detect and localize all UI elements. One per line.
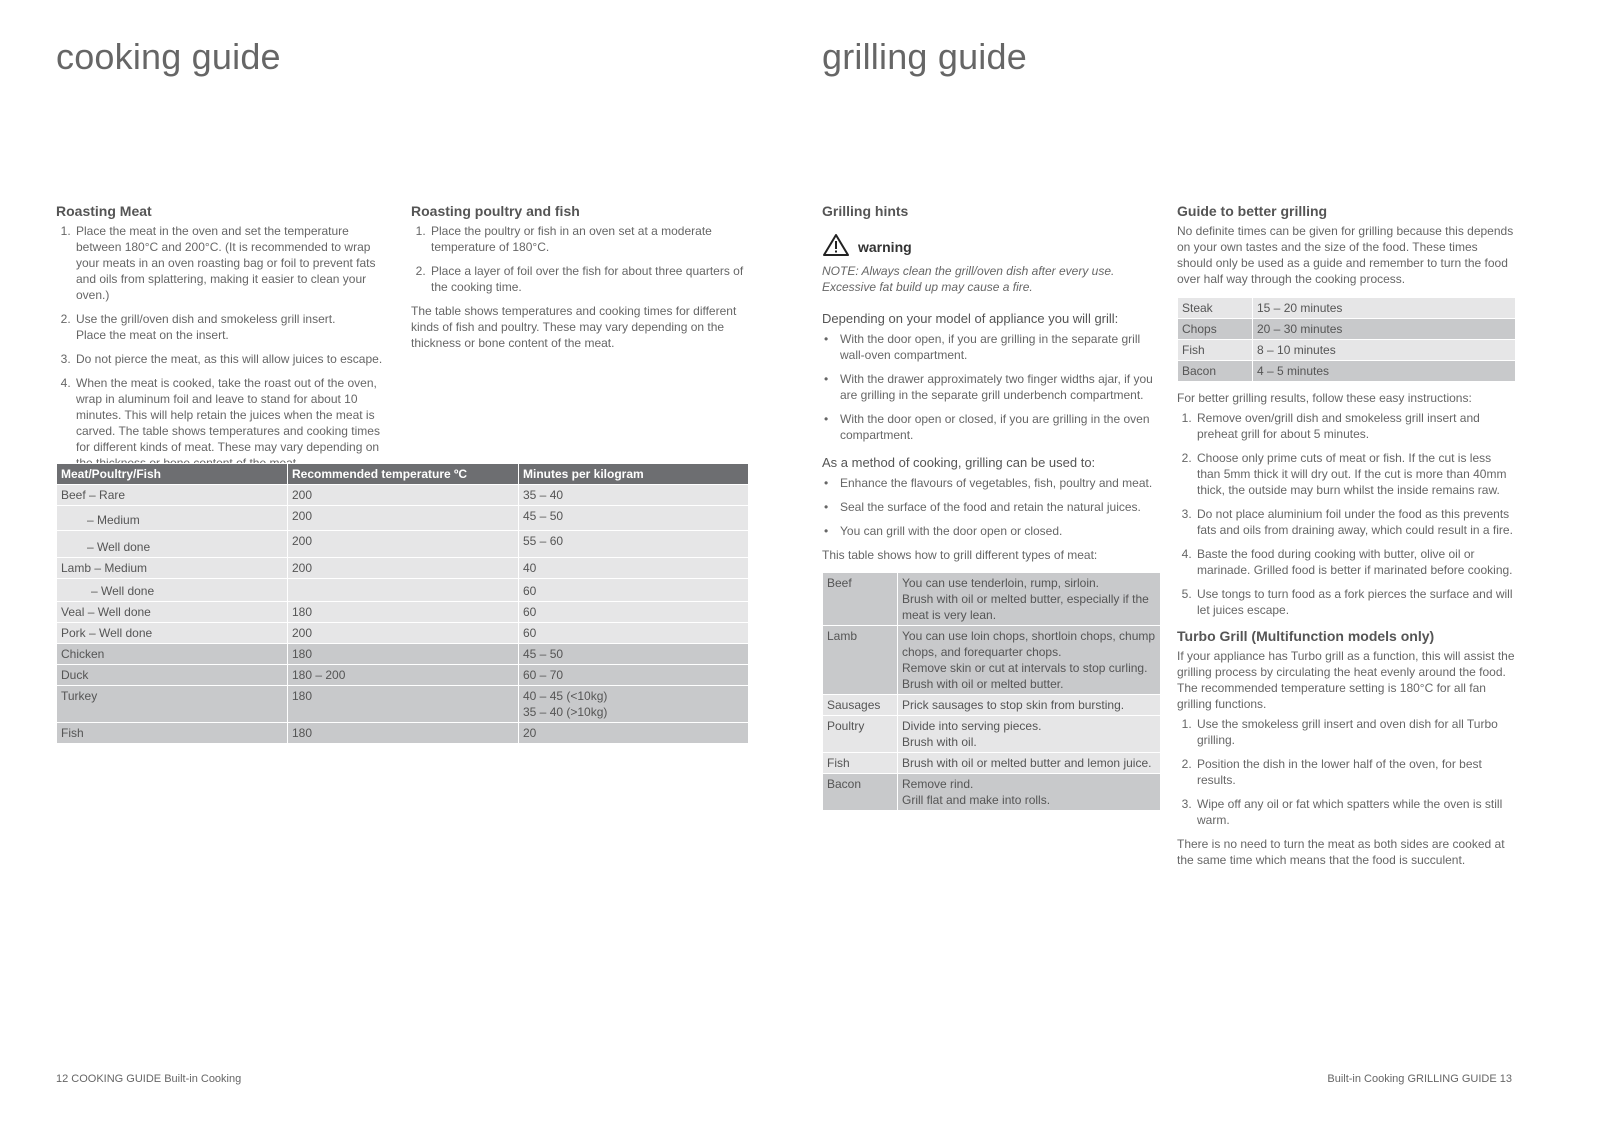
- table-row: [57, 579, 749, 602]
- list-item: 3. Do not pierce the meat, as this will allow juices to escape.: [74, 351, 396, 367]
- warning-row: [822, 233, 1160, 261]
- table-cell: – Medium: [57, 506, 288, 531]
- grilling-hints-section: [822, 203, 1160, 811]
- cooking-guide-title: cooking guide: [56, 36, 281, 77]
- table-row: [823, 695, 1161, 716]
- table-cell: Fish: [57, 723, 288, 744]
- table-cell: 15 – 20 minutes: [1253, 298, 1516, 319]
- table-cell: 8 – 10 minutes: [1253, 340, 1516, 361]
- table-cell: 60: [519, 579, 749, 602]
- table-row: [1178, 361, 1516, 382]
- table-cell: Lamb – Medium: [57, 558, 288, 579]
- table-row: [823, 753, 1161, 774]
- warning-label: warning: [858, 239, 912, 255]
- table-cell: 35 – 40: [519, 485, 749, 506]
- instructions-list: [1177, 410, 1515, 618]
- table-cell: 40 – 45 (<10kg) 35 – 40 (>10kg): [519, 686, 749, 723]
- table-cell: 20: [519, 723, 749, 744]
- table-header: Meat/Poultry/Fish: [57, 464, 288, 485]
- table-row: [57, 506, 749, 531]
- table-cell: Pork – Well done: [57, 623, 288, 644]
- table-cell: Bacon: [823, 774, 898, 811]
- list-item: 2. Position the dish in the lower half of the oven, for best results.: [1195, 756, 1515, 788]
- table-cell: Steak: [1178, 298, 1253, 319]
- table-cell: Remove rind. Grill flat and make into rolls.: [898, 774, 1161, 811]
- table-row: [823, 716, 1161, 753]
- grill-times-table: [1177, 297, 1516, 382]
- roasting-meat-heading: Roasting Meat: [56, 203, 152, 219]
- table-row: [57, 686, 749, 723]
- table-row: [1178, 340, 1516, 361]
- list-item: 3. Do not place aluminium foil under the food as this prevents fats and oils from draining away, which could result in a fire.: [1195, 506, 1515, 538]
- table-cell: 45 – 50: [519, 644, 749, 665]
- table-cell: 4 – 5 minutes: [1253, 361, 1516, 382]
- table-header: Minutes per kilogram: [519, 464, 749, 485]
- better-grilling-intro: No definite times can be given for grilling because this depends on your own tastes and the size of the food. These times should only be used as a guide and remember to turn the food over half way through the cooking process.: [1177, 224, 1514, 286]
- better-grilling-section: [1177, 203, 1515, 868]
- list-item: 2. Use the grill/oven dish and smokeless grill insert. Place the meat on the insert.: [74, 311, 396, 343]
- table-cell: 20 – 30 minutes: [1253, 319, 1516, 340]
- table-row: [57, 644, 749, 665]
- list-item: • You can grill with the door open or closed.: [840, 523, 1160, 539]
- table-row: [823, 573, 1161, 626]
- list-item: 1. Place the poultry or fish in an oven set at a moderate temperature of 180°C.: [429, 223, 746, 255]
- table-cell: 60: [519, 623, 749, 644]
- table-row: [57, 623, 749, 644]
- grilling-hints-heading: Grilling hints: [822, 203, 909, 219]
- table-cell: 200: [288, 506, 519, 531]
- right-footer: Built-in Cooking GRILLING GUIDE 13: [1327, 1073, 1512, 1085]
- table-cell: 200: [288, 623, 519, 644]
- table-cell: Veal – Well done: [57, 602, 288, 623]
- table-cell: 60 – 70: [519, 665, 749, 686]
- table-cell: 180: [288, 723, 519, 744]
- table-row: [57, 723, 749, 744]
- instructions-intro: For better grilling results, follow these easy instructions:: [1177, 391, 1472, 405]
- table-cell: 180 – 200: [288, 665, 519, 686]
- table-row: [1178, 298, 1516, 319]
- table-cell: Fish: [1178, 340, 1253, 361]
- table-cell: 45 – 50: [519, 506, 749, 531]
- table-header: Recommended temperature ºC: [288, 464, 519, 485]
- roasting-meat-section: [56, 203, 396, 479]
- table-cell: Prick sausages to stop skin from bursting.: [898, 695, 1161, 716]
- left-footer: 12 COOKING GUIDE Built-in Cooking: [56, 1073, 242, 1085]
- table-cell: – Well done: [57, 531, 288, 558]
- method-list: [822, 475, 1160, 539]
- warning-note: NOTE: Always clean the grill/oven dish after every use. Excessive fat build up may cause a fire.: [822, 264, 1115, 294]
- roasting-poultry-section: [411, 203, 746, 351]
- list-item: 1. Remove oven/grill dish and smokeless grill insert and preheat grill for about 5 minutes.: [1195, 410, 1515, 442]
- table-cell: Chops: [1178, 319, 1253, 340]
- table-cell: Fish: [823, 753, 898, 774]
- table-cell: Duck: [57, 665, 288, 686]
- table-cell: Lamb: [823, 626, 898, 695]
- method-intro: As a method of cooking, grilling can be used to:: [822, 455, 1096, 470]
- grilling-guide-title: grilling guide: [822, 36, 1027, 77]
- turbo-grill-intro: If your appliance has Turbo grill as a function, this will assist the grilling process by circulating the heat evenly around the food. The recommended temperature setting is 180°C for all fan grilling functions.: [1177, 649, 1515, 711]
- table-row: [1178, 319, 1516, 340]
- table-cell: 60: [519, 602, 749, 623]
- list-item: 1. Use the smokeless grill insert and oven dish for all Turbo grilling.: [1195, 716, 1515, 748]
- turbo-grill-outro: There is no need to turn the meat as both sides are cooked at the same time which means that the food is succulent.: [1177, 837, 1505, 867]
- list-item: 4. Baste the food during cooking with butter, olive oil or marinade. Grilled food is better if marinated before cooking.: [1195, 546, 1515, 578]
- table-cell: Beef – Rare: [57, 485, 288, 506]
- table-cell: Turkey: [57, 686, 288, 723]
- table-header-row: [57, 464, 749, 485]
- table-cell: 180: [288, 686, 519, 723]
- list-item: 1. Place the meat in the oven and set the temperature between 180°C and 200°C. (It is recommended to wrap your meats in an oven roasting bag or foil to prevent fats and oils from splattering, making it easier to clean your oven.): [74, 223, 396, 303]
- table-row: [57, 558, 749, 579]
- table-cell: Sausages: [823, 695, 898, 716]
- roasting-poultry-list: [411, 223, 746, 295]
- list-item: 3. Wipe off any oil or fat which spatters while the oven is still warm.: [1195, 796, 1515, 828]
- table-cell: Divide into serving pieces. Brush with oil.: [898, 716, 1161, 753]
- grill-table-intro: This table shows how to grill different types of meat:: [822, 548, 1098, 562]
- table-cell: 40: [519, 558, 749, 579]
- table-cell: 180: [288, 602, 519, 623]
- table-row: [57, 531, 749, 558]
- list-item: • With the door open, if you are grilling in the separate grill wall-oven compartment.: [840, 331, 1160, 363]
- table-row: [823, 626, 1161, 695]
- table-cell: Beef: [823, 573, 898, 626]
- list-item: 2. Choose only prime cuts of meat or fish. If the cut is less than 5mm thick it will dry out. If the cut is more than 40mm thick, the outside may burn whilst the inside remains raw.: [1195, 450, 1515, 498]
- table-cell: [288, 579, 519, 602]
- list-item: 5. Use tongs to turn food as a fork pierces the surface and will let juices escape.: [1195, 586, 1515, 618]
- table-cell: Chicken: [57, 644, 288, 665]
- list-item: • Enhance the flavours of vegetables, fish, poultry and meat.: [840, 475, 1160, 491]
- table-cell: Poultry: [823, 716, 898, 753]
- table-row: [57, 665, 749, 686]
- table-cell: Bacon: [1178, 361, 1253, 382]
- model-intro: Depending on your model of appliance you will grill:: [822, 311, 1119, 326]
- table-cell: 200: [288, 531, 519, 558]
- list-item: 2. Place a layer of foil over the fish for about three quarters of the cooking time.: [429, 263, 746, 295]
- roasting-poultry-heading: Roasting poultry and fish: [411, 203, 580, 219]
- table-cell: 180: [288, 644, 519, 665]
- grill-meat-table: [822, 572, 1161, 811]
- table-cell: You can use tenderloin, rump, sirloin. Brush with oil or melted butter, especially if the meat is very lean.: [898, 573, 1161, 626]
- table-row: [57, 485, 749, 506]
- table-cell: – Well done: [57, 579, 288, 602]
- warning-icon: [822, 233, 850, 261]
- table-cell: 55 – 60: [519, 531, 749, 558]
- list-item: • Seal the surface of the food and retain the natural juices.: [840, 499, 1160, 515]
- list-item: 4. When the meat is cooked, take the roast out of the oven, wrap in aluminum foil and leave to stand for about 10 minutes. This will help retain the juices when the meat is carved. The table shows temperatures and cooking times for different kinds of meat. These may vary depending on: [74, 375, 396, 471]
- roasting-poultry-paragraph: The table shows temperatures and cooking times for different kinds of fish and poultry. These may vary depending on the thickness or bone content of the meat.: [411, 304, 737, 350]
- table-cell: 200: [288, 558, 519, 579]
- turbo-grill-list: [1177, 716, 1515, 828]
- cooking-table: [56, 463, 749, 744]
- roasting-meat-list: [56, 223, 396, 471]
- turbo-grill-heading: Turbo Grill (Multifunction models only): [1177, 628, 1435, 644]
- table-row: [823, 774, 1161, 811]
- table-cell: 200: [288, 485, 519, 506]
- table-row: [57, 602, 749, 623]
- better-grilling-heading: Guide to better grilling: [1177, 203, 1328, 219]
- table-cell: Brush with oil or melted butter and lemon juice.: [898, 753, 1161, 774]
- list-item: • With the drawer approximately two finger widths ajar, if you are grilling in the separate grill underbench compartment.: [840, 371, 1160, 403]
- model-list: [822, 331, 1160, 443]
- list-item: • With the door open or closed, if you are grilling in the oven compartment.: [840, 411, 1160, 443]
- table-cell: You can use loin chops, shortloin chops, chump chops, and forequarter chops. Remove skin or cut at intervals to stop curling. Brush with oil or melted butter.: [898, 626, 1161, 695]
